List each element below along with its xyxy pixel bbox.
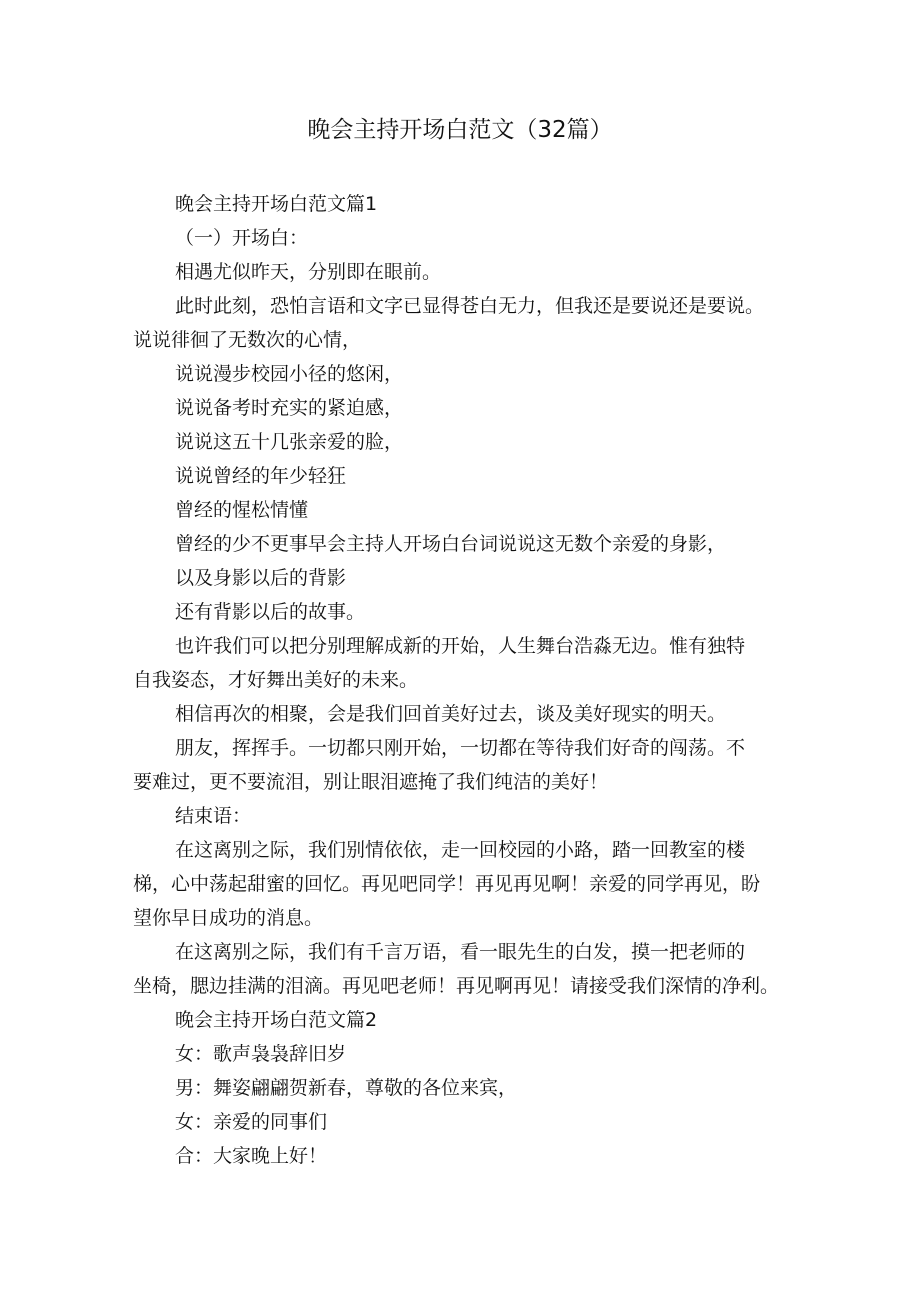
text-line: 说说漫步校园小径的悠闲， <box>175 363 404 385</box>
text-line: 说说备考时充实的紧迫感， <box>175 397 404 419</box>
text-line: 此时此刻，恐怕言语和文字已显得苍白无力，但我还是要说还是要说。 <box>175 295 765 317</box>
text-line: 曾经的少不更事早会主持人开场白台词说说这无数个亲爱的身影， <box>175 533 727 555</box>
text-line: 梯，心中荡起甜蜜的回忆。再见吧同学！再见再见啊！亲爱的同学再见，盼 <box>133 873 761 895</box>
text-line: 朋友，挥挥手。一切都只刚开始，一切都在等待我们好奇的闯荡。不 <box>175 737 746 759</box>
section-heading: 晚会主持开场白范文篇2 <box>175 1009 378 1031</box>
text-line: 女：歌声袅袅辞旧岁 <box>175 1043 347 1065</box>
document-title: 晚会主持开场白范文（32篇） <box>307 117 613 143</box>
document-body <box>133 187 793 1173</box>
text-line: 说说徘徊了无数次的心情， <box>133 329 362 351</box>
text-line: （一）开场白： <box>175 227 309 249</box>
text-line: 自我姿态，才好舞出美好的未来。 <box>133 669 419 691</box>
text-line: 以及身影以后的背影 <box>175 567 347 589</box>
section-heading: 晚会主持开场白范文篇1 <box>175 193 378 215</box>
text-line: 说说这五十几张亲爱的脸， <box>175 431 404 453</box>
text-line: 也许我们可以把分别理解成新的开始，人生舞台浩淼无边。惟有独特 <box>175 635 746 657</box>
text-line: 相遇尤似昨天，分别即在眼前。 <box>175 261 442 283</box>
text-line: 结束语： <box>175 805 252 827</box>
text-line: 说说曾经的年少轻狂 <box>175 465 347 487</box>
text-line: 坐椅，腮边挂满的泪滴。再见吧老师！再见啊再见！请接受我们深情的净利。 <box>133 975 780 997</box>
text-line: 合：大家晚上好！ <box>175 1145 328 1167</box>
text-line: 望你早日成功的消息。 <box>133 907 324 929</box>
text-line: 还有背影以后的故事。 <box>175 601 366 623</box>
text-line: 女：亲爱的同事们 <box>175 1111 328 1133</box>
text-line: 在这离别之际，我们有千言万语，看一眼先生的白发，摸一把老师的 <box>175 941 746 963</box>
text-line: 在这离别之际，我们别情依依，走一回校园的小路，踏一回教室的楼 <box>175 839 746 861</box>
text-line: 男：舞姿翩翩贺新春，尊敬的各位来宾， <box>175 1077 518 1099</box>
text-line: 相信再次的相聚，会是我们回首美好过去，谈及美好现实的明天。 <box>175 703 727 725</box>
text-line: 要难过，更不要流泪，别让眼泪遮掩了我们纯洁的美好！ <box>133 771 609 793</box>
text-line: 曾经的惺松情懂 <box>175 499 309 521</box>
